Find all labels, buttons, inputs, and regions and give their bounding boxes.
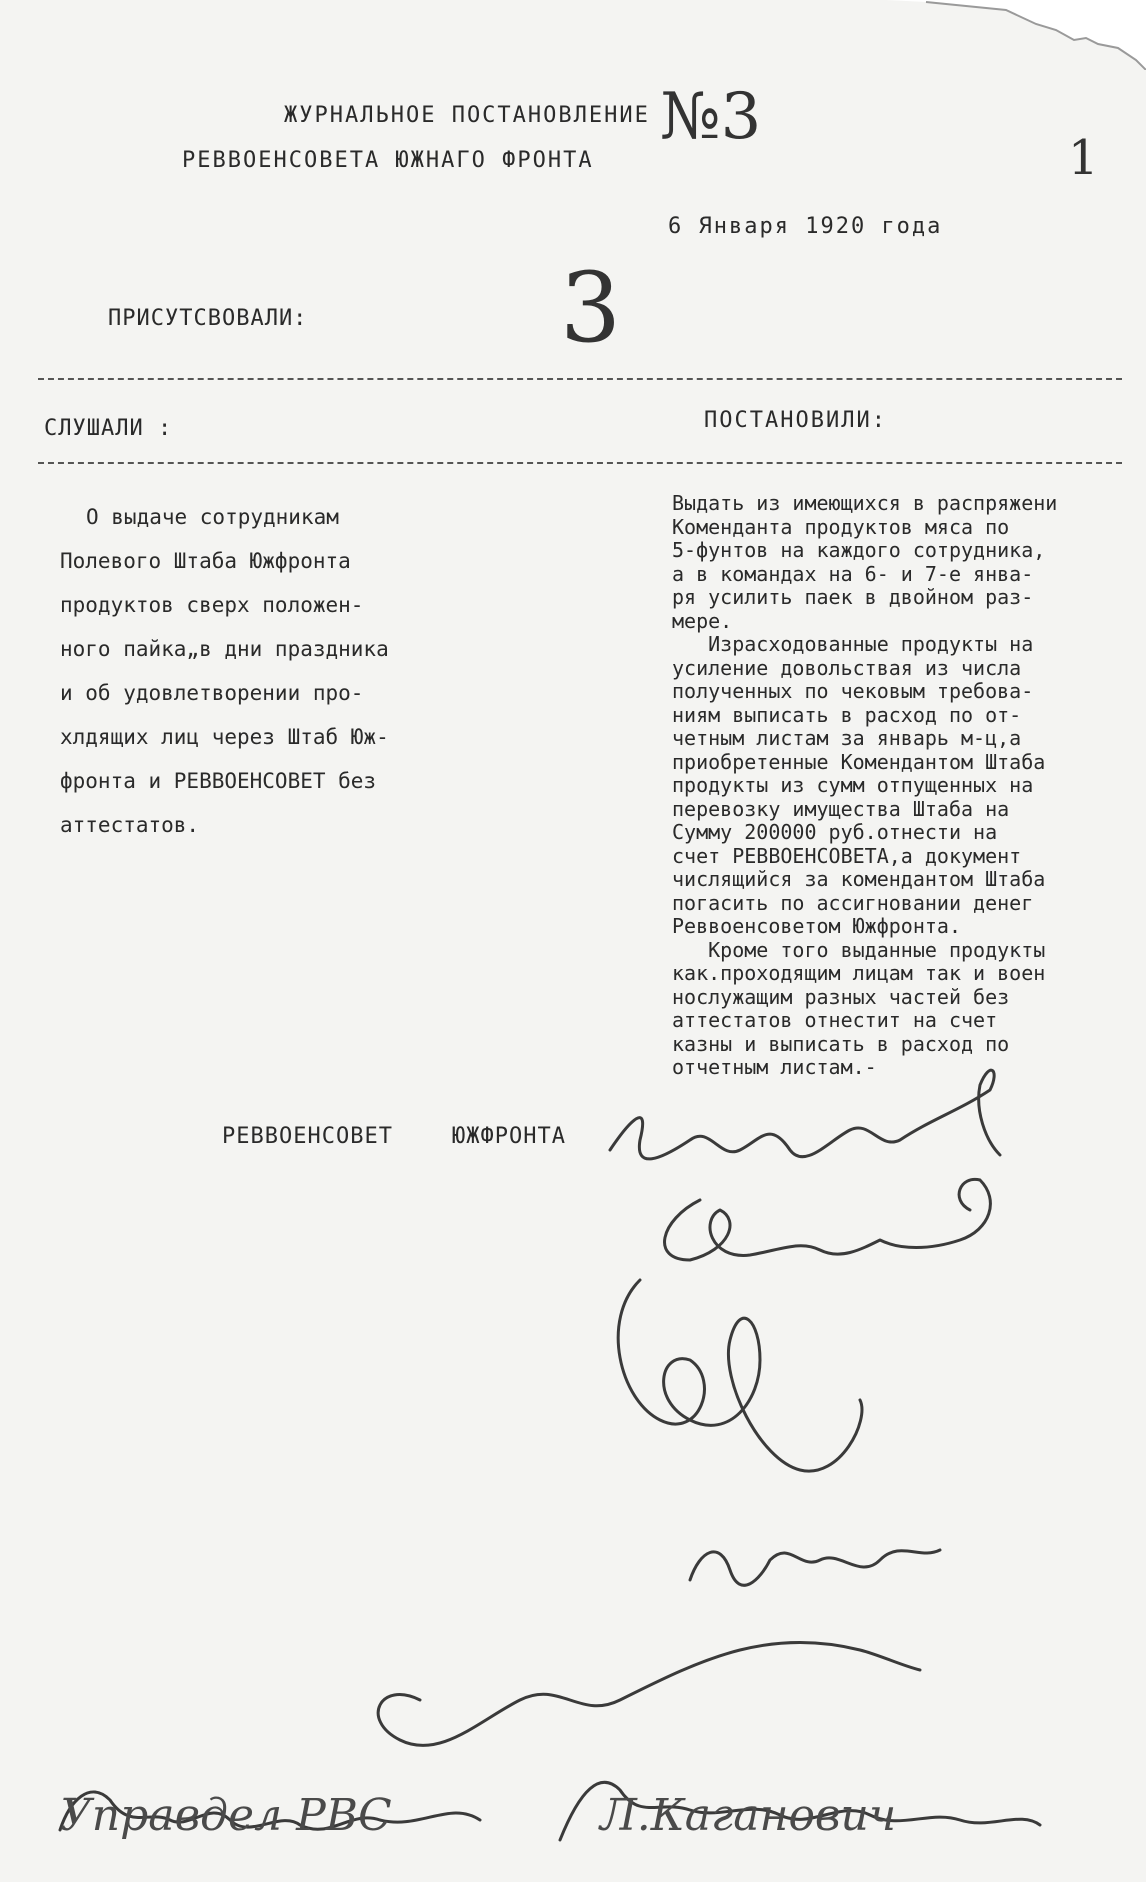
resolved-line: отчетным листам.- xyxy=(672,1055,877,1079)
resolved-line: Кроме того выданные продукты xyxy=(672,937,1046,962)
resolved-line: Выдать из имеющихся в распряжени xyxy=(672,491,1058,515)
resolved-line: четным листам за январь м-ц,а xyxy=(672,726,1022,750)
heard-line: продуктов сверх положен- xyxy=(60,593,364,617)
resolved-line: приобретенные Комендантом Штаба xyxy=(672,749,1046,774)
resolved-line: как.проходящим лицам так и воен xyxy=(672,961,1046,985)
resolved-line: казны и выписать в расход по xyxy=(672,1031,1010,1056)
bottom-handwritten-right: Л.Каганович xyxy=(600,1790,897,1841)
handwritten-page-number: 1 xyxy=(1068,130,1099,186)
resolved-line: ря усилить паек в двойном раз- xyxy=(672,585,1034,609)
signature-3 xyxy=(618,1280,862,1471)
resolved-line: Израсходованные продукты на xyxy=(672,632,1034,656)
heard-line: О выдаче сотрудникам xyxy=(86,505,339,529)
heard-line: Полевого Штаба Южфронта xyxy=(60,549,351,573)
signature-5 xyxy=(378,1643,920,1746)
resolved-line: счет РЕВВОЕНСОВЕТА,а документ xyxy=(672,843,1022,868)
document-date: 6 Января 1920 года xyxy=(668,214,943,239)
resolved-line: Реввоенсоветом Южфронта. xyxy=(672,914,961,938)
resolved-line: перевозку имущества Штаба на xyxy=(672,796,1010,821)
resolved-line: аттестатов отнестит на счет xyxy=(672,1008,998,1032)
heard-line: и об удовлетворении про- xyxy=(60,681,364,705)
bottom-handwritten-left: Управдел РВС xyxy=(60,1790,392,1841)
signature-1 xyxy=(610,1070,1000,1159)
resolved-line: мере. xyxy=(672,608,733,633)
handwritten-present-number: 3 xyxy=(560,252,622,364)
signature-block-label-1: РЕВВОЕНСОВЕТ xyxy=(222,1124,393,1149)
title-line-2: РЕВВОЕНСОВЕТА ЮЖНАГО ФРОНТА xyxy=(182,148,594,173)
resolved-line: нослужащим разных частей без xyxy=(672,984,1010,1009)
resolved-line: продукты из сумм отпущенных на xyxy=(672,773,1034,797)
resolved-line: Коменданта продуктов мяса по xyxy=(672,514,1010,539)
signature-2 xyxy=(665,1179,991,1260)
resolved-line: а в командах на 6- и 7-е янва- xyxy=(672,561,1034,586)
heard-label: СЛУШАЛИ : xyxy=(44,416,173,441)
resolved-label: ПОСТАНОВИЛИ: xyxy=(704,408,887,433)
resolved-line: полученных по чековым требова- xyxy=(672,679,1034,703)
resolved-line: числящийся за комендантом Штаба xyxy=(672,867,1046,891)
resolved-line: 5-фунтов на каждого сотрудника, xyxy=(672,538,1046,562)
present-label: ПРИСУТСВОВАЛИ: xyxy=(108,306,308,331)
resolved-line: усиление довольствая из числа xyxy=(672,655,1022,680)
heard-line: хлдящих лиц через Штаб Юж- xyxy=(60,725,389,749)
resolved-line: ниям выписать в расход по от- xyxy=(672,702,1022,727)
signature-4 xyxy=(690,1550,940,1585)
heard-line: фронта и РЕВВОЕНСОВЕТ без xyxy=(60,769,377,793)
resolved-line: Сумму 200000 руб.отнести на xyxy=(672,820,998,844)
heard-line: аттестатов. xyxy=(60,813,200,837)
heard-line: ного пайка„в дни праздника xyxy=(60,637,389,661)
handwritten-document-number: №3 xyxy=(660,80,762,154)
resolved-line: погасить по ассигновании денег xyxy=(672,890,1034,915)
title-line-1: ЖУРНАЛЬНОЕ ПОСТАНОВЛЕНИЕ xyxy=(284,103,650,128)
signature-block-label-2: ЮЖФРОНТА xyxy=(452,1124,566,1149)
